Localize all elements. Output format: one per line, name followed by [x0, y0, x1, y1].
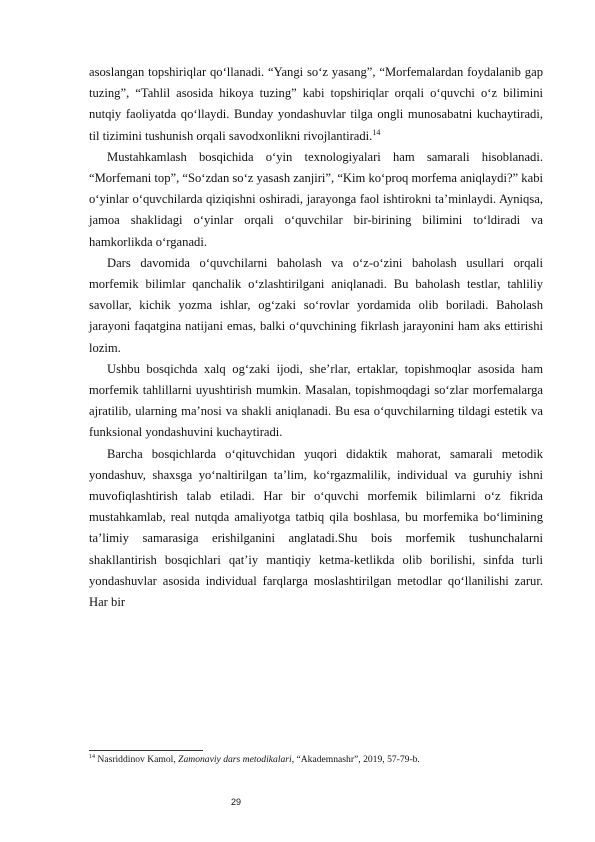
- paragraph-4: Ushbu bosqichda xalq og‘zaki ijodi, she’rlar, ertaklar, topishmoqlar asosida ham morfemik tahlillarni uyushtirish mumkin. Masalan, topishmoqdagi so‘zlar morfemalarga ajratilib, ularning ma’nosi va shakli aniqlanadi. Bu esa o‘quvchilarning tildagi estetik va funksional yondashuvini kuchaytiradi.: [89, 361, 543, 440]
- footnote-divider: [89, 750, 203, 751]
- footnote-publisher: , “Akademnashr”, 2019, 57-79-b.: [291, 754, 420, 765]
- footnote-reference[interactable]: 14: [372, 127, 381, 137]
- paragraph-5: Barcha bosqichlarda o‘qituvchidan yuqori didaktik mahorat, samarali metodik yondashuv, shaxsga yo‘naltirilgan ta’lim, ko‘rgazmalilik, individual va guruhiy ishni muvofiqlashtirish talab etiladi. Har bir o‘quvchi morfemik bilimlarni o‘z fikrida mustahkamlab, real nutqda amaliyotga tatbiq qila boshlasa, bu morfemika bo‘limining ta’limiy samarasiga erishilganini anglatadi.Shu bois morfemik tushunchalarni shakllantirish bosqichlari qat’iy mantiqiy ketma-ketlikda olib borilishi, sinfda turli yondashuvlar asosida individual farqlarga moslashtirilgan metodlar qo‘llanilishi zarur. Har bir: [89, 446, 543, 610]
- footnote-author: Nasriddinov Kamol,: [97, 754, 179, 765]
- footnote: [89, 754, 543, 766]
- paragraph-2: Mustahkamlash bosqichida o‘yin texnologiyalari ham samarali hisoblanadi. “Morfemani top”, “So‘zdan so‘z yasash zanjiri”, “Kim ko‘proq morfema aniqlaydi?” kabi o‘yinlar o‘quvchilarda qiziqishni oshiradi, jarayonga faol ishtirokni ta’minlaydi. Ayniqsa, jamoa shaklidagi o‘yinlar orqali o‘quvchilar bir-birining bilimini to‘ldiradi va hamkorlikda o‘rganadi.: [89, 149, 543, 249]
- page-body: [89, 62, 543, 613]
- paragraph-1-text: asoslangan topshiriqlar qo‘llanadi. “Yangi so‘z yasang”, “Morfemalardan foydalanib gap tuzing”, “Tahlil asosida hikoya tuzing” kabi topshiriqlar orqali o‘quvchi o‘z bilimini nutqiy faoliyatda qo‘llaydi. Bunday yondashuvlar tilga ongli munosabatni kuchaytiradi, til tizimini tushunish orqali savodxonlikni rivojlantiradi.: [89, 65, 543, 143]
- footnote-number: 14: [89, 753, 95, 760]
- footnote-title: Zamonaviy dars metodikalari: [178, 754, 292, 765]
- page-number: 29: [231, 797, 242, 807]
- paragraph-3: Dars davomida o‘quvchilarni baholash va o‘z-o‘zini baholash usullari orqali morfemik bilimlar qanchalik o‘zlashtirilgani aniqlanadi. Bu baholash testlar, tahliliy savollar, kichik yozma ishlar, og‘zaki so‘rovlar yordamida olib boriladi. Baholash jarayoni faqatgina natijani emas, balki o‘quvchining fikrlash jarayonini ham aks ettirishi lozim.: [89, 255, 543, 355]
- paragraph-1: [89, 62, 543, 147]
